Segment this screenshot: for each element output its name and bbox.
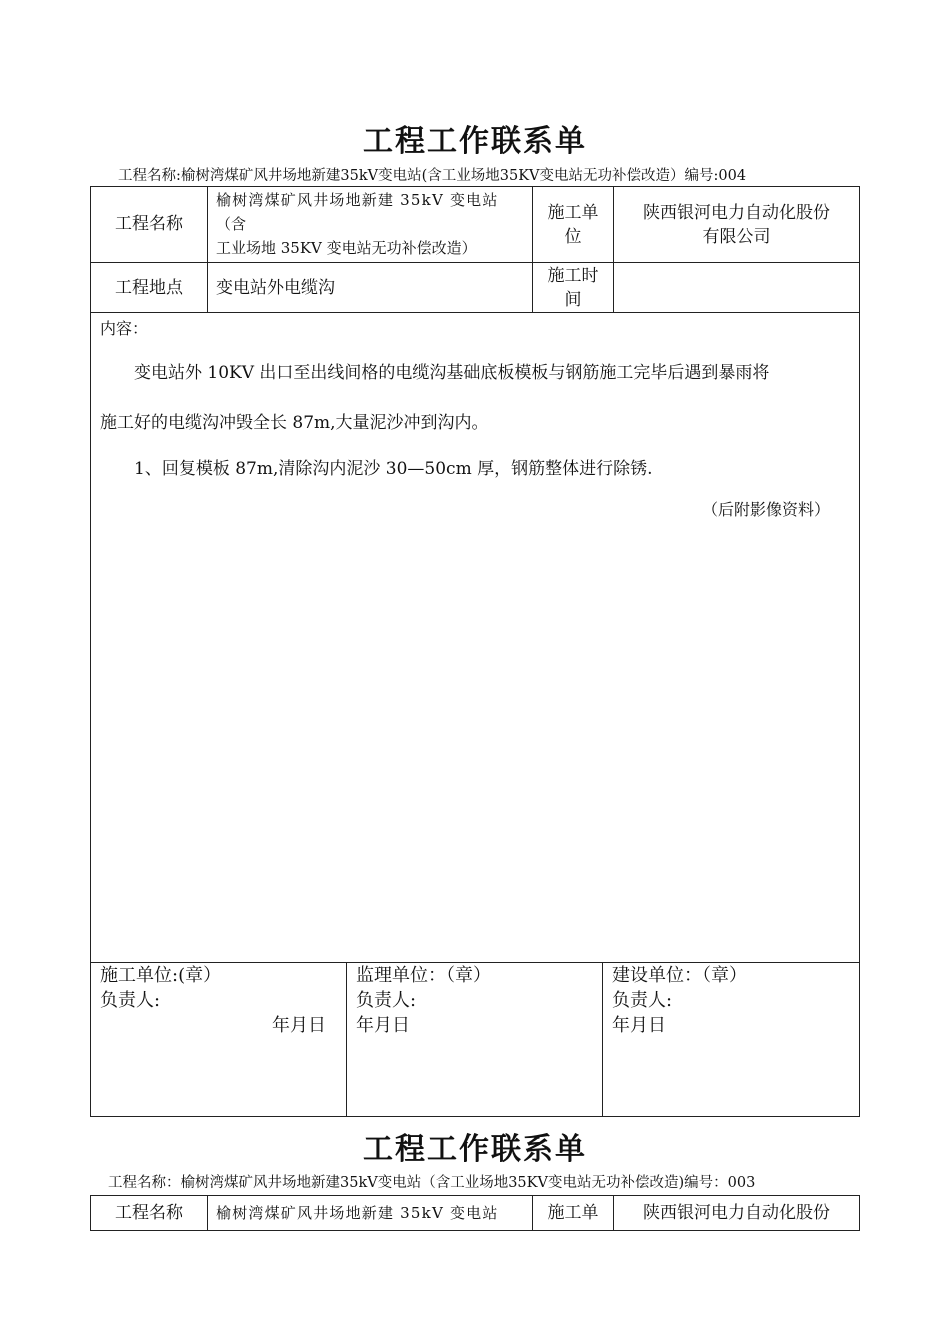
supervision-responsible: 负责人: bbox=[356, 990, 417, 1011]
project-name-value-line1: 榆树湾煤矿风井场地新建 35kV 变电站 bbox=[216, 191, 499, 209]
form1-title: 工程工作联系单 bbox=[363, 124, 587, 159]
project-name-label: 工程名称 bbox=[115, 214, 183, 234]
project-location-label: 工程地点 bbox=[115, 278, 183, 298]
form2-col-divider-1 bbox=[207, 1195, 208, 1231]
form1-sig-divider-1 bbox=[346, 962, 347, 1117]
project-location-value: 变电站外电缆沟 bbox=[216, 278, 335, 298]
content-attachment-note: （后附影像资料） bbox=[702, 500, 831, 519]
form1-sig-divider-2 bbox=[602, 962, 603, 1117]
owner-responsible: 负责人: bbox=[612, 990, 673, 1011]
form1-border-row2 bbox=[90, 312, 860, 313]
supervision-unit-seal: 监理单位：（章） bbox=[356, 965, 491, 986]
form1-col-divider-1 bbox=[207, 186, 208, 313]
construction-unit-label-line1: 施工单 bbox=[547, 203, 599, 223]
construction-unit-label-line2: 位 bbox=[564, 227, 582, 247]
content-paragraph-3: 1、回复模板 87m,清除沟内泥沙 30—50cm 厚，钢筋整体进行除锈. bbox=[134, 459, 653, 479]
form1-border-bottom bbox=[90, 1116, 860, 1117]
form2-border-right bbox=[859, 1195, 860, 1231]
form2-border-bottom bbox=[90, 1230, 860, 1231]
supervision-date: 年月日 bbox=[356, 1015, 410, 1036]
form2-title: 工程工作联系单 bbox=[363, 1132, 587, 1167]
construction-time-label-line1: 施工时 bbox=[547, 266, 599, 286]
owner-date: 年月日 bbox=[612, 1015, 666, 1036]
form2-construction-unit-label: 施工单 bbox=[547, 1203, 599, 1223]
form1-border-right bbox=[859, 186, 860, 1117]
form1-subtitle: 工程名称:榆树湾煤矿风井场地新建35kV变电站(含工业场地35KV变电站无功补偿改造）编号:004 bbox=[118, 168, 747, 184]
content-paragraph-2: 施工好的电缆沟冲毁全长 87m,大量泥沙冲到沟内。 bbox=[100, 413, 489, 433]
construction-unit-seal: 施工单位:(章） bbox=[100, 965, 222, 986]
construction-unit-value-line2: 有限公司 bbox=[702, 227, 771, 247]
construction-date: 年月日 bbox=[272, 1015, 326, 1036]
form2-construction-unit-value: 陕西银河电力自动化股份 bbox=[643, 1203, 830, 1223]
content-heading: 内容： bbox=[100, 319, 149, 338]
form1-border-left bbox=[90, 186, 91, 1117]
construction-unit-value-line1: 陕西银河电力自动化股份 bbox=[643, 203, 830, 223]
construction-time-label-line2: 间 bbox=[564, 290, 582, 310]
project-name-value-line3: 工业场地 35KV 变电站无功补偿改造） bbox=[216, 239, 477, 257]
form2-subtitle: 工程名称：榆树湾煤矿风井场地新建35kV变电站（含工业场地35KV变电站无功补偿改造)编号：003 bbox=[108, 1175, 756, 1191]
project-name-value-line2: （含 bbox=[216, 215, 247, 233]
form2-project-name-label: 工程名称 bbox=[115, 1203, 183, 1223]
form1-border-top bbox=[90, 186, 860, 187]
form1-border-row1 bbox=[90, 262, 860, 263]
form2-border-top bbox=[90, 1195, 860, 1196]
form2-project-name-value: 榆树湾煤矿风井场地新建 35kV 变电站 bbox=[216, 1204, 499, 1222]
owner-unit-seal: 建设单位：（章） bbox=[612, 965, 747, 986]
construction-responsible: 负责人: bbox=[100, 990, 161, 1011]
content-paragraph-1: 变电站外 10KV 出口至出线间格的电缆沟基础底板模板与钢筋施工完毕后遇到暴雨将 bbox=[134, 363, 770, 383]
